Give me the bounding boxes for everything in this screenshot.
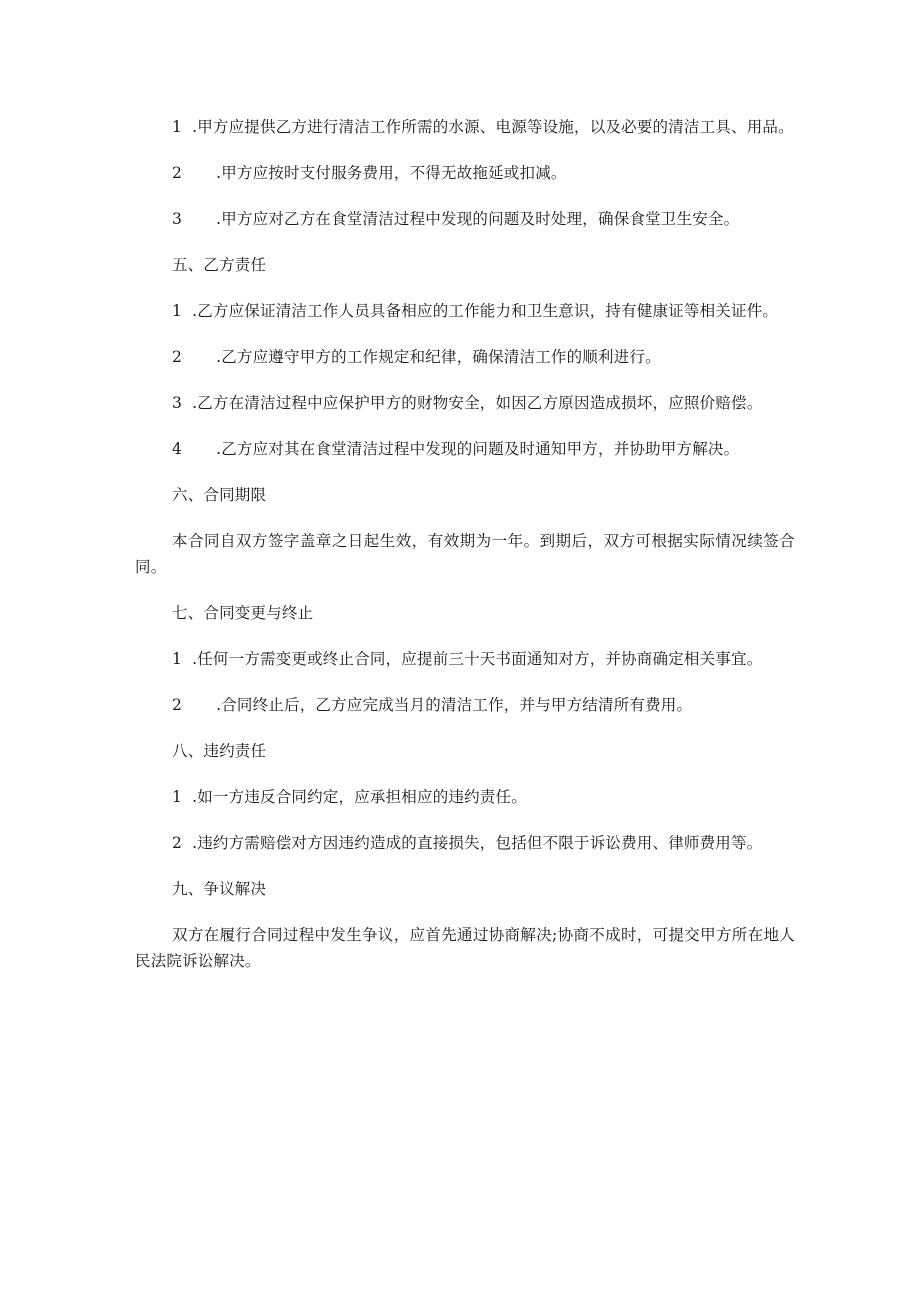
clause-text: .违约方需赔偿对方因违约造成的直接损失，包括但不限于诉讼费用、律师费用等。 (192, 834, 763, 852)
clause-number: 2 (172, 696, 183, 714)
term-paragraph: 本合同自双方签字盖章之日起生效，有效期为一年。到期后，双方可根据实际情况续签合同。 (135, 532, 795, 576)
clause-number: 2 (172, 164, 183, 182)
dispute-paragraph: 双方在履行合同过程中发生争议，应首先通过协商解决;协商不成时，可提交甲方所在地人民法院诉讼解决。 (135, 926, 795, 970)
clause-number: 1 (172, 118, 183, 136)
clause-change-2 (135, 692, 795, 718)
clause-text: .如一方违反合同约定，应承担相应的违约责任。 (192, 788, 527, 806)
clause-number: 4 (172, 440, 183, 458)
clause-number: 3 (172, 210, 183, 228)
clause-a-2 (135, 160, 795, 186)
section-heading-change-termination: 七、合同变更与终止 (172, 604, 314, 622)
clause-number: 1 (172, 650, 183, 668)
clause-text: .甲方应对乙方在食堂清洁过程中发现的问题及时处理，确保食堂卫生安全。 (216, 210, 740, 228)
clause-text: .乙方在清洁过程中应保护甲方的财物安全，如因乙方原因造成损坏，应照价赔偿。 (192, 394, 763, 412)
section-heading-party-b: 五、乙方责任 (172, 256, 267, 274)
clause-b-3 (135, 390, 795, 416)
clause-a-3 (135, 206, 795, 232)
clause-text: .合同终止后，乙方应完成当月的清洁工作，并与甲方结清所有费用。 (216, 696, 693, 714)
clause-number: 2 (172, 834, 183, 852)
clause-breach-1 (135, 784, 795, 810)
clause-change-1 (135, 646, 795, 672)
clause-text: .任何一方需变更或终止合同，应提前三十天书面通知对方，并协商确定相关事宜。 (192, 650, 763, 668)
section-heading-dispute: 九、争议解决 (172, 880, 267, 898)
clause-number: 3 (172, 394, 183, 412)
clause-b-1 (135, 298, 795, 324)
section-heading-breach: 八、违约责任 (172, 742, 267, 760)
clause-number: 1 (172, 788, 183, 806)
clause-text: .乙方应遵守甲方的工作规定和纪律，确保清洁工作的顺利进行。 (216, 348, 661, 366)
clause-text: .乙方应对其在食堂清洁过程中发现的问题及时通知甲方，并协助甲方解决。 (216, 440, 740, 458)
clause-b-4 (135, 436, 795, 462)
clause-number: 2 (172, 348, 183, 366)
clause-number: 1 (172, 302, 183, 320)
clause-text: .甲方应按时支付服务费用，不得无故拖延或扣减。 (216, 164, 567, 182)
section-heading-term: 六、合同期限 (172, 486, 267, 504)
clause-b-2 (135, 344, 795, 370)
document-body (135, 114, 795, 994)
clause-text: .甲方应提供乙方进行清洁工作所需的水源、电源等设施，以及必要的清洁工具、用品。 (192, 118, 794, 136)
clause-text: .乙方应保证清洁工作人员具备相应的工作能力和卫生意识，持有健康证等相关证件。 (192, 302, 779, 320)
clause-breach-2 (135, 830, 795, 856)
clause-a-1 (135, 114, 795, 140)
